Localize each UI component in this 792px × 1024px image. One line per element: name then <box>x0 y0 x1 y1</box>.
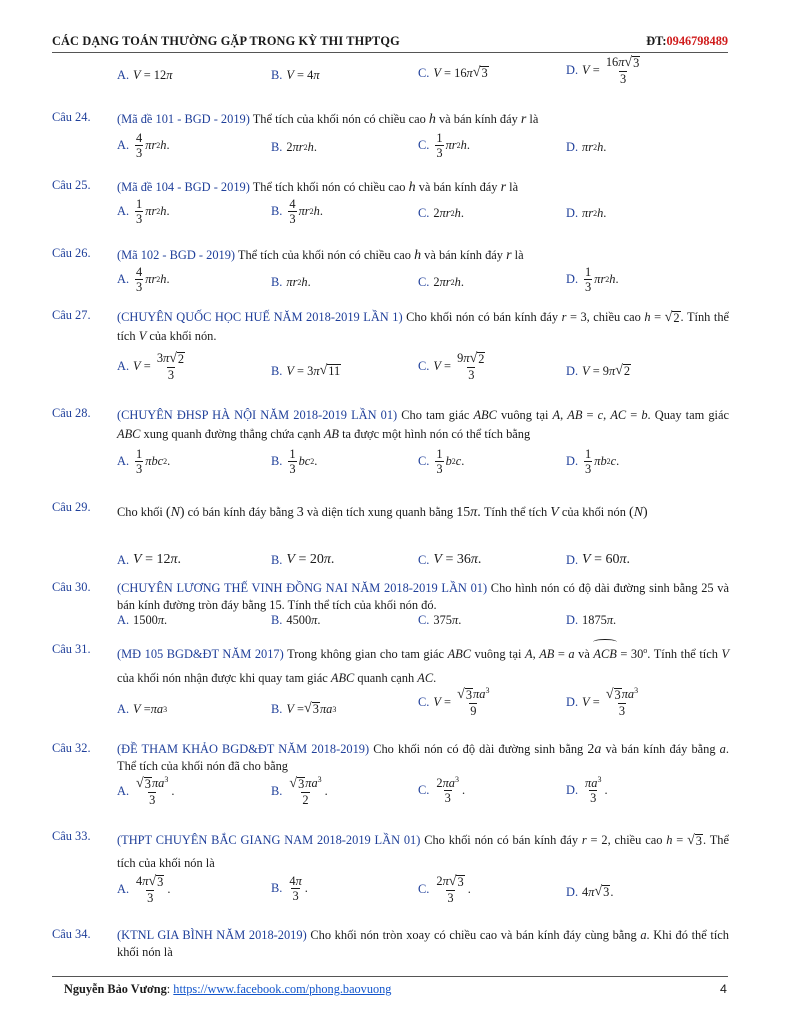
option-a: A. √ 3 $\pi a^3$ 3 . <box>117 774 175 808</box>
footer-divider <box>52 976 728 977</box>
option-d: D. V = 9 π √ 2 <box>566 363 631 379</box>
question-text: (KTNL GIA BÌNH NĂM 2018-2019) Cho khối nón tròn xoay có chiều cao và bán kính đáy cùng bằng a. Khi đó thể tích khối nón là <box>117 928 729 959</box>
option-c: C. $\frac{2\pi a^3}{3}$ . <box>418 774 466 806</box>
prev-question-options <box>0 55 792 96</box>
header-phone: ĐT:0946798489 <box>646 34 728 48</box>
option-c: C. 375 π . <box>418 613 462 627</box>
option-c: C. V = √ 3 $\pi a^3$ 9 <box>418 685 490 719</box>
page-footer: Nguyễn Bảo Vương: https://www.facebook.com/phong.baovuong <box>64 982 392 996</box>
option-b: B. V = 20 π . <box>271 552 335 567</box>
footer-author: Nguyễn Bảo Vương <box>64 982 167 996</box>
option-b: B. 2 πr 2 h . <box>271 140 317 154</box>
header-title: CÁC DẠNG TOÁN THƯỜNG GẶP TRONG KỲ THI THPTQG <box>52 34 400 48</box>
option-a: A. V = πa 3 <box>117 702 168 716</box>
question-text: (CHUYÊN LƯƠNG THẾ VINH ĐỒNG NAI NĂM 2018-2019 LẦN 01) Cho hình nón có độ dài đường sinh bằng 25 và bán kính đường tròn đáy bằng 15. Tính thể tích của khối nón đó. <box>117 581 729 612</box>
option-d: D. $\frac{1}{3}$ πb 2 c . <box>566 447 620 477</box>
question-text: (CHUYÊN QUỐC HỌC HUẾ NĂM 2018-2019 LẦN 1) Cho khối nón có bán kính đáy r = 3, chiều cao h = √ 2 . Tính thể tích V của khối nón. <box>117 310 730 343</box>
option-d: D. $\frac{1}{3}$ πr 2 h . <box>566 265 619 295</box>
question-text: (CHUYÊN ĐHSP HÀ NỘI NĂM 2018-2019 LẦN 01) Cho tam giác ABC vuông tại A, AB = c, AC = b. Quay tam giác ABC xung quanh đường thẳng chứa cạnh AB ta được một hình nón có thể tích bằng <box>117 408 729 441</box>
option-d: D. πr 2 h . <box>566 206 607 220</box>
option-b: B. $\frac{1}{3}$ bc 2 . <box>271 447 318 477</box>
option-d: D. V = 60 π . <box>566 552 631 567</box>
question-text: (Mã 102 - BGD - 2019) Thể tích của khối nón có chiều cao h và bán kính đáy r là <box>117 248 524 263</box>
option-c: C. V = 36 π . <box>418 552 482 567</box>
question-label: Câu 34. <box>52 927 91 941</box>
question-label: Câu 28. <box>52 406 91 420</box>
question-text: (THPT CHUYÊN BẮC GIANG NAM 2018-2019 LẦN 01) Cho khối nón có bán kính đáy r = 2, chiều cao h = √ 3 . Thể tích của khối nón là <box>117 833 729 870</box>
facebook-link[interactable]: https://www.facebook.com/phong.baovuong <box>173 982 392 996</box>
page-header <box>52 34 728 54</box>
option-a: A. $\frac{1}{3}$ πbc 2 . <box>117 447 171 477</box>
question-text: (MĐ 105 BGD&ĐT NĂM 2017) Trong không gian cho tam giác ABC vuông tại A, AB = a và ACB = $30^o$. Tính thể tích V của khối nón nhận được khi quay tam giác ABC quanh cạnh AC. <box>117 642 729 690</box>
option-b: B. $\frac{4\pi}{3}$ . <box>271 874 308 904</box>
question-label: Câu 25. <box>52 178 91 192</box>
page-number: 4 <box>720 982 727 996</box>
question-text: Cho khối (N) có bán kính đáy bằng 3 và diện tích xung quanh bằng 15π. Tính thể tích V của khối nón (N) <box>117 505 648 520</box>
option-b: B. $\frac{4}{3}$ πr 2 h . <box>271 197 323 227</box>
option-a: A. $\frac{4}{3}$ πr 2 h . <box>117 265 170 295</box>
option-c: C. $\frac{1}{3}$ b 2 c . <box>418 447 465 477</box>
option-a: A. V = 12 π <box>117 68 173 82</box>
question-label: Câu 31. <box>52 642 91 656</box>
option-c: C. 2 πr 2 h . <box>418 275 464 289</box>
option-b: B. √ 3 $\pi a^3$ 2 . <box>271 774 328 808</box>
option-d: D. 1875 π . <box>566 613 617 627</box>
option-c: C. V = 16 π √ 3 <box>418 65 488 81</box>
option-a: A. $\frac{4}{3}$ πr 2 h . <box>117 131 170 161</box>
option-d: D. V = 16π √ 3 3 <box>566 55 640 87</box>
question-label: Câu 24. <box>52 110 91 124</box>
question-label: Câu 33. <box>52 829 91 843</box>
question-label: Câu 30. <box>52 580 91 594</box>
question-label: Câu 32. <box>52 741 91 755</box>
question-text: (ĐỀ THAM KHẢO BGD&ĐT NĂM 2018-2019) Cho khối nón có độ dài đường sinh bằng 2a và bán kính đáy bằng a. Thể tích của khối nón đã cho bằng <box>117 742 729 773</box>
option-a: A. 4π √ 3 3 . <box>117 874 171 906</box>
option-a: A. 1500 π . <box>117 613 168 627</box>
question-text: (Mã đề 104 - BGD - 2019) Thể tích khối nón có chiều cao h và bán kính đáy r là <box>117 180 519 195</box>
header-divider <box>52 52 728 53</box>
option-b: B. V = 3 π √ 11 <box>271 363 341 379</box>
question-label: Câu 29. <box>52 500 91 514</box>
option-a: A. V = 12 π . <box>117 552 182 567</box>
option-d: D. 4 π √ 3 . <box>566 884 614 900</box>
question-label: Câu 26. <box>52 246 91 260</box>
option-a: A. V = 3π √ 2 3 <box>117 351 185 383</box>
option-c: C. 2π √ 3 3 . <box>418 874 471 906</box>
option-b: B. V = √ 3 πa 3 <box>271 701 337 717</box>
option-b: B. 4500 π . <box>271 613 321 627</box>
option-b: B. πr 2 h . <box>271 275 311 289</box>
option-c: C. 2 πr 2 h . <box>418 206 464 220</box>
option-d: D. V = √ 3 $\pi a^3$ 3 <box>566 685 639 719</box>
question-text: (Mã đề 101 - BGD - 2019) Thể tích của khối nón có chiều cao h và bán kính đáy r là <box>117 112 539 127</box>
question-label: Câu 27. <box>52 308 91 322</box>
option-c: C. $\frac{1}{3}$ πr 2 h . <box>418 131 470 161</box>
option-a: A. $\frac{1}{3}$ πr 2 h . <box>117 197 170 227</box>
option-b: B. V = 4 π <box>271 68 320 82</box>
option-c: C. V = 9π √ 2 3 <box>418 351 485 383</box>
option-d: D. πr 2 h . <box>566 140 607 154</box>
option-d: D. $\frac{\pi a^3}{3}$ . <box>566 774 608 806</box>
